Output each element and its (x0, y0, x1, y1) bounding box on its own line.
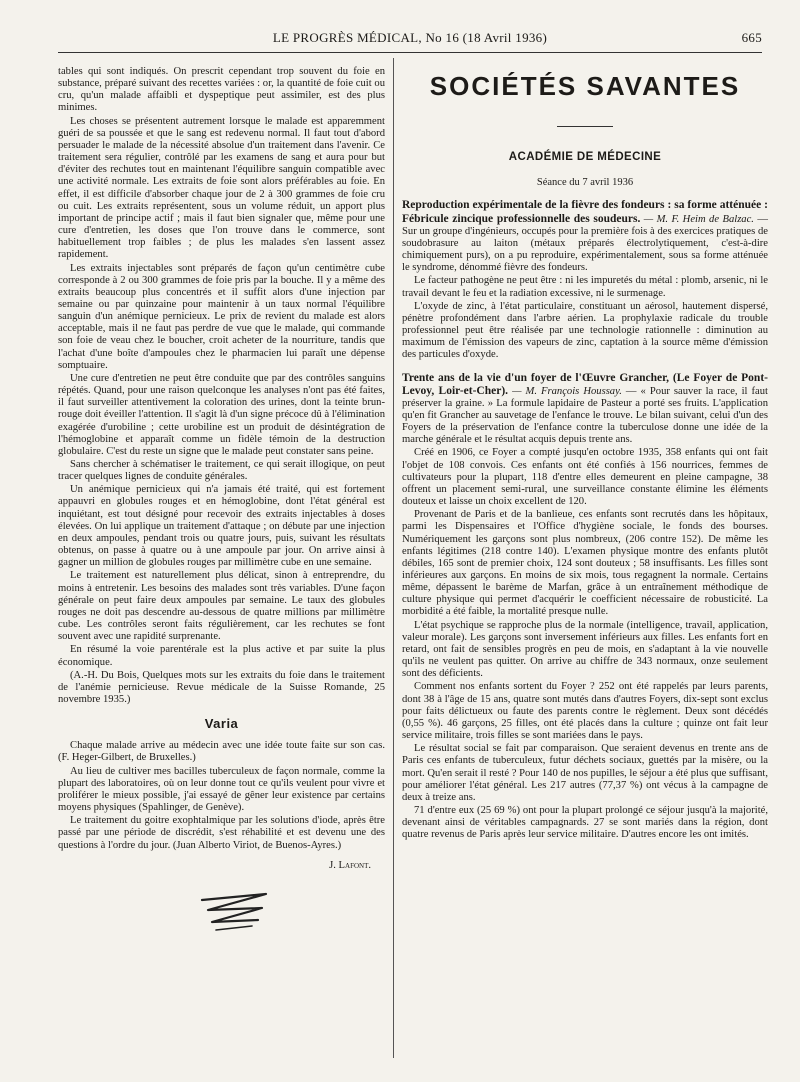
article-lead: — Sur un groupe d'ingénieurs, occupés pour la première fois à des exercices pratiques de soudobrasure au laiton (métaux préparés électrolytiquement, c'est-à-dire chimiquement purs), on a pu reproduire, expérimentalement, sous sa forme atténuée le syndrome, dénommé fièvre des fondeurs. (402, 213, 768, 274)
paragraph: Les choses se présentent autrement lorsque le malade est apparemment guéri de sa poussée et que le sang est redevenu normal. Il faut tout d'abord persuader le malade de la nécessité absolue d'un traitement dans l'avenir. Ce traitement sera régulier, contrôlé par les examens de sang et aura pour but d'éviter des rechutes tout en maintenant l'équilibre sanguin compatible avec une activité normale. Les extraits de foie sont alors préférables au foie. En effet, il est difficile d'absorber chaque jour de 2 à 300 grammes de foie cru ou cuit. Les extraits représentent, sous un volume réduit, un apport plus important de principe actif ; mais il faut bien signaler que, même pour une cure d'entretien, les doses que l'on trouve dans le commerce, sont habituellement trop faibles ; de plus les malades s'en lassent assez rapidement. (58, 115, 385, 261)
column-divider (393, 58, 394, 1058)
section-title: SOCIÉTÉS SAVANTES (429, 71, 741, 101)
running-title: LE PROGRÈS MÉDICAL, No 16 (18 Avril 1936) (272, 30, 548, 45)
paragraph: tables qui sont indiqués. On prescrit cependant trop souvent du foie en substance, préparé suivant des recettes variées : or, la quantité de foie cuit ou cru, qu'un malade affaibli et dyspeptique peut assimiler, est des plus minimes. (58, 66, 385, 114)
citation: (A.-H. Du Bois, Quelques mots sur les extraits du foie dans le traitement de l'anémie pernicieuse. Revue médicale de la Suisse Romande, 25 novembre 1935.) (58, 669, 385, 705)
article-author: — M. F. Heim de Balzac. (643, 213, 754, 225)
ornament-icon (198, 890, 270, 938)
spacer (402, 362, 768, 372)
paragraph: Provenant de Paris et de la banlieue, ces enfants sont recrutés dans les hôpitaux, parmi les Dispensaires et l'Office d'hygiène sociale, le fonds des bourses. Numériquement les garçons sont plus nombreux, (206 contre 152). De même les enfants légitimes (218 contre 140). L'examen physique montre des enfants plutôt débiles, 165 sont de premier choix, 124 sont douteux ; 58 insuffisants. Les filles sont inférieures aux garçons. En moins de six mois, tous regagnent la normale. Certains même, dépassent le barème de Marfan, grâce à un entraînement méthodique de culture physique qui permet d'acquérir le coefficient nécessaire de robusticité. La morbidité a été faible, la mortalité presque nulle. (402, 509, 768, 618)
right-column (402, 66, 768, 841)
header-rule (58, 52, 762, 53)
paragraph: Le résultat social se fait par comparaison. Que seraient devenus en trente ans de Paris ces enfants de tuberculeux, futur déchets sociaux, guettés par la misère, ou la mort. Qu'en serait il resté ? Pour 140 de nos pupilles, le séjour a été plus que suffisant, pour améliorer l'état général. Les 217 autres (77,37 %) ont vécus à la campagne de deux à treize ans. (402, 743, 768, 803)
paragraph: L'oxyde de zinc, à l'état particulaire, constituant un aérosol, hautement dispersé, pénètre profondément dans l'arbre aérien. La prophylaxie radicale du trouble professionnel peut être réalisée par une technologie rationnelle : diminution au maximum de l'émission des vapeurs de zinc, captation à la source même d'émission des particules d'oxyde. (402, 300, 768, 361)
paragraph: Chaque malade arrive au médecin avec une idée toute faite sur son cas. (F. Heger-Gilbert, de Bruxelles.) (58, 740, 385, 764)
left-column (58, 66, 385, 942)
signature: J. Lafont. (329, 859, 371, 871)
paragraph: L'état psychique se rapproche plus de la normale (intelligence, travail, application, valeur morale). Les garçons sont inversement inférieurs aux filles. Les enfants fort en retard, ont fait de sensibles progrès en peu de mois, en s'adaptant à la vie nouvelle qu'ils ne veulent pas quitter. On arrive au chiffre de 343 normaux, onze seulement sont des déficients. (402, 619, 768, 680)
paragraph: En résumé la voie parentérale est la plus active et par suite la plus économique. (58, 644, 385, 668)
article-title: Trente ans de la vie d'un foyer de l'Œuvre Grancher, (Le Foyer de Pont-Levoy, Loir-et-Cher). (402, 371, 768, 397)
page-number: 665 (741, 30, 762, 45)
article-lead: — « Pour sauver la race, il faut préserver la graine. » La formule lapidaire de Pasteur a porté ses fruits. L'application qu'en fit Grancher au sauvetage de l'enfance le trouve. Le bilan suivant, celui d'un des Foyers de la préservation de l'enfance contre la tuberculose donne une idée de la marche générale et le résultat acquis depuis trente ans. (402, 385, 768, 446)
session-date: Séance du 7 avril 1936 (536, 177, 634, 189)
paragraph: Sans chercher à schématiser le traitement, ce qui serait illogique, on peut tracer quelques lignes de conduite générales. (58, 459, 385, 483)
paragraph: Le traitement est naturellement plus délicat, sinon à entreprendre, du moins à entretenir. Les besoins des malades sont très variables. D'une façon générale on peut faire deux ampoules par semaine. Le taux des globules rouges ne doit pas descendre au-dessous de quatre millions par millimètre cube. Les contrôles seront faits régulièrement, car les rechutes se font souvent avec une rapidité surprenante. (58, 570, 385, 643)
varia-heading: Varia (204, 716, 239, 732)
article-author: — M. François Houssay. (512, 385, 622, 397)
article-heading (402, 372, 768, 447)
paragraph: Le traitement du goitre exophtalmique par les solutions d'iode, après être passé par une période de discrédit, s'est réhabilité et est devenu une des questions à l'ordre du jour. (Juan Alberto Viriot, de Buenos-Ayres.) (58, 815, 385, 851)
paragraph: Les extraits injectables sont préparés de façon qu'un centimètre cube corresponde à 2 ou 300 grammes de foie pris par la bouche. Il y a même des extraits beaucoup plus concentrés et il suffit alors d'une injection par semaine ou par quinzaine pour maintenir à un taux normal l'équilibre sanguin d'un anémique pernicieux. Le prix de revient du malade est alors acceptable, mais il ne faut pas perdre de vue que le malade, qui commande son foie de veau chez le boucher, croit acheter de la nourriture, tandis que l'achat d'une boîte d'ampoules chez le pharmacien lui paraît une dépense somptuaire. (58, 262, 385, 371)
paragraph: Le facteur pathogène ne peut être : ni les impuretés du métal : plomb, arsenic, ni le travail devant le feu et la radiation excessive, ni le surmenage. (402, 275, 768, 299)
paragraph: 71 d'entre eux (25 69 %) ont pour la plupart prolongé ce séjour jusqu'à la majorité, devenant ainsi de véritables campagnards. 27 se sont mariés dans la région, dont quatre revenus de Paris après leur service militaire. D'autres encore les ont imités. (402, 804, 768, 841)
paragraph: Comment nos enfants sortent du Foyer ? 252 ont été rappelés par leurs parents, dont 38 à l'âge de 15 ans, quatre sont mutés dans d'autres Foyers, dix-sept sont exclus pour faits délictueux ou faute des parents contre le règlement. Deux sont décédés (0,55 %). 46 garçons, 25 filles, ont été placés dans la culture ; quinze ont fait leur service militaire, trois filles se sont mariées dans le pays. (402, 681, 768, 742)
paragraph: Une cure d'entretien ne peut être conduite que par des contrôles sanguins répétés. Quand, pour une raison quelconque les analyses n'ont pas été faites, il faut surveiller attentivement la coloration des urines, dont la teinte brun-rouge doit éveiller l'attention. Il s'agit là d'un signe précoce dû à l'élimination exagérée d'urobiline ; cette urobiline est un produit de désintégration de l'hémoglobine et apparaît comme un fidèle témoin de la destruction globulaire. C'est du reste un signe que le malade peut constater sans peine. (58, 372, 385, 457)
paragraph: Créé en 1906, ce Foyer a compté jusqu'en octobre 1935, 358 enfants qui ont fait l'objet de 108 convois. Ces enfants ont été confiés à 156 nourrices, femmes de cultivateurs pour la plupart, 118 d'entre elles demeurent en pleine campagne, 38 offrent un placement semi-rural, une surveillance constante élimine les éléments douteux et laisse un choix excellent de 120. (402, 447, 768, 508)
paragraph: Un anémique pernicieux qui n'a jamais été traité, qui est fortement appauvri en globules rouges et en hémoglobine, dont l'état général est inquiétant, est tout désigné pour recevoir des extraits injectables à doses élevées. On lui applique un traitement d'attaque ; on débute par une injection en deux ampoules, pendant trois ou quatre jours, puis, suivant les résultats obtenus, on passe à quatre ou à une ampoule par jour. On arrive ainsi à gagner un million de globules rouges par millimètre cube en une semaine. (58, 484, 385, 569)
academy-title: ACADÉMIE DE MÉDECINE (508, 151, 662, 164)
article-heading (402, 199, 768, 274)
paragraph: Au lieu de cultiver mes bacilles tuberculeux de façon normale, comme la plupart des laboratoires, où on leur donne tout ce qu'ils veulent pour vivre et proliférer le mieux possible, j'ai essayé de gêner leur existence par certains moyens physiques (Spahlinger, de Genève). (58, 765, 385, 814)
section-rule (557, 126, 613, 127)
page-header (58, 30, 762, 50)
article-title: Reproduction expérimentale de la fièvre des fondeurs : sa forme atténuée : Fébricule zincique professionnelle des soudeurs. (402, 199, 768, 225)
